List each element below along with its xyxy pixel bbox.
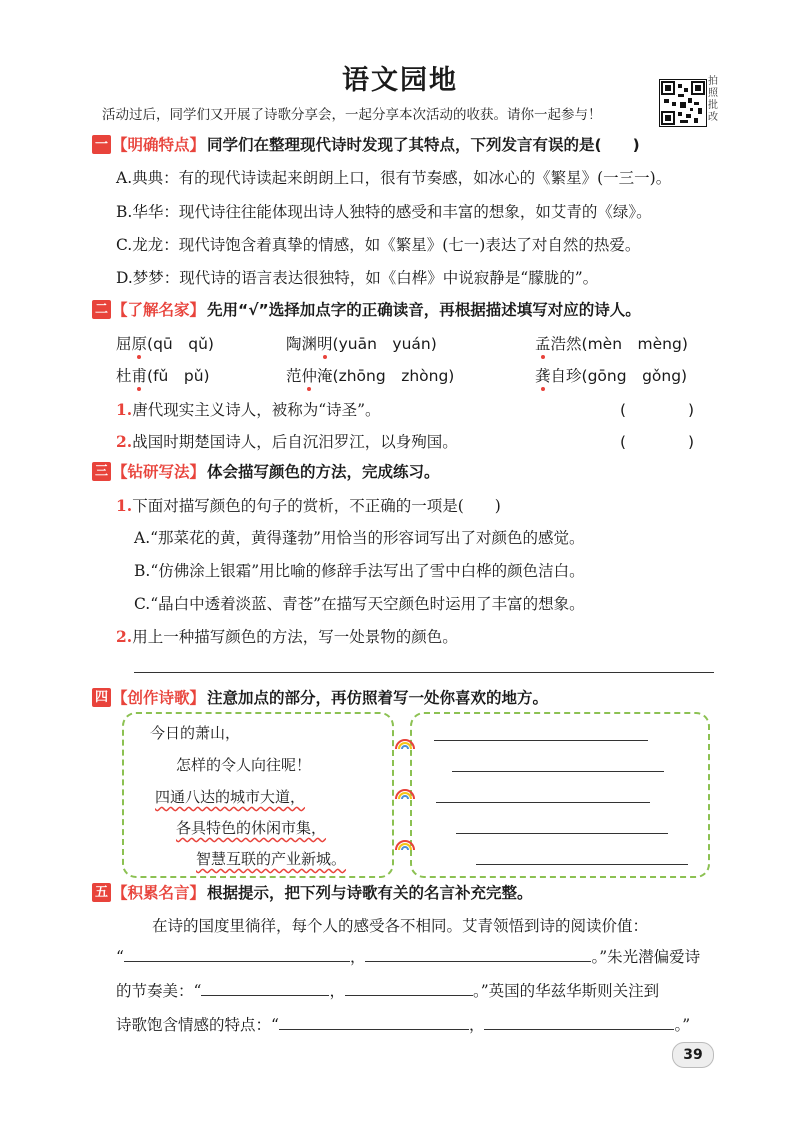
quote-paragraph-line: 在诗的国度里徜徉，每个人的感受各不相同。艾青领悟到诗的阅读价值： — [152, 917, 649, 935]
section-2-header — [92, 298, 641, 320]
quote-text: 的节奏美：“ — [116, 982, 202, 1000]
page-number: 39 — [672, 1042, 714, 1068]
qr-code-icon[interactable] — [659, 79, 707, 127]
question-text: 唐代现实主义诗人，被称为“诗圣”。 — [132, 401, 381, 419]
intro-text: 活动过后，同学们又开展了诗歌分享会，一起分享本次活动的收获。请你一起参与！ — [102, 107, 602, 123]
qr-label: 拍照批改 — [708, 76, 718, 123]
comma: ， — [468, 1016, 485, 1034]
comma: ， — [329, 982, 345, 1000]
poem-line: 今日的萧山， — [150, 724, 241, 742]
poem-answer-line[interactable] — [456, 833, 668, 834]
poem-line: 四通八达的城市大道， — [155, 788, 306, 806]
quote-paragraph-line — [116, 1013, 690, 1035]
option-a: A.典典：有的现代诗读起来朗朗上口，很有节奏感，如冰心的《繁星》(一三一)。 — [116, 169, 672, 187]
option-a: A.“那菜花的黄，黄得蓬勃”用恰当的形容词写出了对颜色的感觉。 — [134, 529, 585, 547]
pinyin-choice[interactable]: (yuān yuán) — [332, 335, 437, 353]
section-tag: 【创作诗歌】 — [112, 689, 206, 707]
dotted-char: 原 — [132, 332, 148, 354]
section-5-header — [92, 881, 533, 903]
poet-name-item — [116, 364, 210, 386]
question-2-2 — [116, 430, 458, 452]
name-text: 淹 — [317, 367, 333, 385]
poem-answer-line[interactable] — [434, 740, 648, 741]
quote-blank[interactable] — [345, 980, 473, 996]
pinyin-choice[interactable]: (qū qǔ) — [147, 335, 214, 353]
question-2-1 — [116, 398, 381, 420]
question-number: 2. — [116, 432, 133, 451]
poet-name-item — [535, 364, 687, 386]
quote-text: 。” — [674, 1016, 691, 1034]
question-number: 2. — [116, 627, 133, 646]
quote-text: 诗歌饱含情感的特点：“ — [116, 1016, 279, 1034]
section-instruction: 根据提示，把下列与诗歌有关的名言补充完整。 — [207, 884, 533, 902]
dotted-char: 孟 — [535, 332, 551, 354]
poet-name-item — [286, 332, 437, 354]
section-1-header — [92, 133, 640, 155]
question-text: 下面对描写颜色的句子的赏析，不正确的一项是( ) — [132, 497, 501, 515]
rainbow-icon — [394, 737, 416, 749]
option-c: C.龙龙：现代诗饱含着真挚的情感，如《繁星》(七一)表达了对自然的热爱。 — [116, 236, 641, 254]
section-number: 五 — [92, 883, 111, 902]
quote-text: 。”朱光潜偏爱诗 — [591, 948, 701, 966]
rainbow-icon — [394, 787, 416, 799]
section-number: 二 — [92, 300, 111, 319]
section-3-header — [92, 460, 440, 482]
section-4-header — [92, 686, 548, 708]
option-c: C.“晶白中透着淡蓝、青苍”在描写天空颜色时运用了丰富的想象。 — [134, 595, 585, 613]
section-tag: 【明确特点】 — [112, 136, 206, 154]
section-instruction: 同学们在整理现代诗时发现了其特点，下列发言有误的是( ) — [207, 136, 640, 154]
quote-blank[interactable] — [201, 980, 329, 996]
name-text: 范 — [286, 367, 302, 385]
question-text: 战国时期楚国诗人，后自沉汨罗江，以身殉国。 — [132, 433, 458, 451]
rainbow-icon — [394, 838, 416, 850]
poem-answer-line[interactable] — [476, 864, 688, 865]
dotted-char: 仲 — [302, 364, 318, 386]
quote-text: 。”英国的华兹华斯则关注到 — [472, 982, 660, 1000]
quote-mark: “ — [116, 948, 124, 966]
section-number: 一 — [92, 135, 111, 154]
name-text: 杜 — [116, 367, 132, 385]
poet-name-item — [535, 332, 688, 354]
dotted-char: 甫 — [132, 364, 148, 386]
question-3-2 — [116, 625, 458, 647]
quote-paragraph-line — [116, 945, 700, 967]
poem-answer-line[interactable] — [436, 802, 650, 803]
pinyin-choice[interactable]: (zhōng zhòng) — [332, 367, 455, 385]
writing-box — [410, 712, 710, 878]
pinyin-choice[interactable]: (fǔ pǔ) — [147, 367, 210, 385]
pinyin-choice[interactable]: (mèn mèng) — [581, 335, 688, 353]
answer-line[interactable] — [134, 672, 714, 673]
section-number: 四 — [92, 688, 111, 707]
quote-blank[interactable] — [365, 946, 591, 962]
name-text: 陶渊 — [286, 335, 318, 353]
section-tag: 【积累名言】 — [112, 884, 206, 902]
name-text: 屈 — [116, 335, 132, 353]
poem-line: 智慧互联的产业新城。 — [196, 850, 347, 868]
section-number: 三 — [92, 462, 111, 481]
section-tag: 【钻研写法】 — [112, 463, 206, 481]
name-text: 浩然 — [550, 335, 582, 353]
pinyin-choice[interactable]: (gōng gǒng) — [581, 367, 688, 385]
quote-blank[interactable] — [124, 946, 350, 962]
poem-line: 怎样的令人向往呢！ — [176, 756, 312, 774]
option-b: B.华华：现代诗往往能体现出诗人独特的感受和丰富的想象，如艾青的《绿》。 — [116, 203, 652, 221]
poem-line: 各具特色的休闲市集， — [176, 819, 327, 837]
name-text: 自珍 — [550, 367, 582, 385]
dotted-char: 明 — [317, 332, 333, 354]
option-b: B.“仿佛涂上银霜”用比喻的修辞手法写出了雪中白桦的颜色洁白。 — [134, 562, 585, 580]
answer-blank[interactable]: ( ) — [620, 401, 695, 419]
section-tag: 【了解名家】 — [112, 301, 206, 319]
comma: ， — [349, 948, 366, 966]
dotted-char: 龚 — [535, 364, 551, 386]
poet-name-item — [286, 364, 454, 386]
poet-name-item — [116, 332, 214, 354]
quote-blank[interactable] — [279, 1014, 469, 1030]
question-text: 用上一种描写颜色的方法，写一处景物的颜色。 — [132, 628, 458, 646]
question-3-1 — [116, 494, 501, 516]
section-instruction: 注意加点的部分，再仿照着写一处你喜欢的地方。 — [207, 689, 549, 707]
quote-paragraph-line — [116, 979, 659, 1001]
answer-blank[interactable]: ( ) — [620, 433, 695, 451]
question-number: 1. — [116, 400, 133, 419]
poem-answer-line[interactable] — [452, 771, 664, 772]
option-d: D.梦梦：现代诗的语言表达很独特，如《白桦》中说寂静是“朦胧的”。 — [116, 269, 599, 287]
page-title: 语文园地 — [342, 65, 458, 96]
quote-blank[interactable] — [484, 1014, 674, 1030]
section-instruction: 体会描写颜色的方法，完成练习。 — [207, 463, 440, 481]
section-instruction: 先用“√”选择加点字的正确读音，再根据描述填写对应的诗人。 — [207, 301, 641, 319]
question-number: 1. — [116, 496, 133, 515]
